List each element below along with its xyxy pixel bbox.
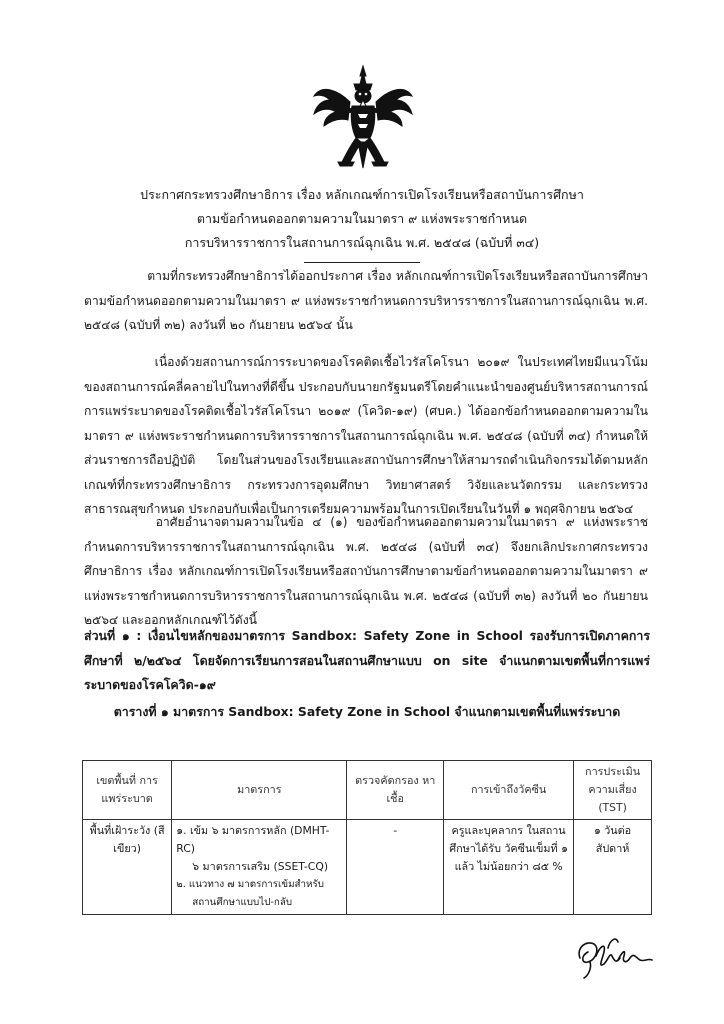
paragraph-3: อาศัยอำนาจตามความในข้อ ๔ (๑) ของข้อกำหนดออกตามความในมาตรา ๙ แห่งพระราชกำหนดการบริหารราชการในสถานการณ์ฉุกเฉิน พ.ศ. ๒๕๔๘ (ฉบับที่ ๓๔) จึงยกเลิกประกาศกระทรวงศึกษาธิการ เรื่อง หลักเกณฑ์การเปิดโรงเรียนหรือสถาบันการศึกษาตามข้อกำหนดออกตามความในมาตรา ๙ แห่งพระราชกำหนดการบริหารราชการในสถานการณ์ฉุกเฉิน พ.ศ. ๒๕๔๘ (ฉบับที่ ๓๒) ลงวันที่ ๒๐ กันยายน ๒๕๖๔ และออกหลักเกณฑ์ไว้ดังนี้	[84, 515, 652, 627]
document-title-line-1: ประกาศกระทรวงศึกษาธิการ เรื่อง หลักเกณฑ์การเปิดโรงเรียนหรือสถาบันการศึกษา	[140, 187, 584, 202]
measure-line-1: ๑. เข้ม ๖ มาตรการหลัก (DMHT-RC)	[176, 824, 330, 855]
section-heading: ส่วนที่ ๑ : เงื่อนไขหลักของมาตรการ Sandbox: Safety Zone in School รองรับการเปิดภาคการศึกษาที่ ๒/๒๕๖๔ โดยจัดการเรียนการสอนในสถานศึกษาแบบ on site จำแนกตามเขตพื้นที่การแพร่ระบาดของโรคโควิด-๑๙	[84, 628, 650, 692]
measure-line-3: ๒. แนวทาง ๗ มาตรการเข้มสำหรับ	[176, 879, 324, 890]
table-row	[83, 820, 652, 915]
document-title-line-2: ตามข้อกำหนดออกตามความในมาตรา ๙ แห่งพระราชกำหนด	[196, 211, 528, 226]
header-screening: ตรวจคัดกรอง หาเชื้อ	[347, 761, 444, 820]
measure-line-2: ๖ มาตรการเสริม (SSET-CQ)	[192, 860, 329, 873]
measures-table	[82, 760, 652, 915]
header-vaccine: การเข้าถึงวัคซีน	[444, 761, 574, 820]
measure-line-4: สถานศึกษาแบบไป-กลับ	[192, 897, 293, 908]
cell-risk: ๑ วันต่อ สัปดาห์	[574, 820, 652, 915]
table-caption: ตารางที่ ๑ มาตรการ Sandbox: Safety Zone in School จำแนกตามเขตพื้นที่แพร่ระบาด	[113, 704, 621, 719]
handwritten-signature-icon	[574, 930, 658, 982]
header-zone: เขตพื้นที่ การแพร่ระบาด	[83, 761, 172, 820]
cell-vaccine: ครูและบุคลากร ในสถานศึกษาได้รับ วัคซีนเข็มที่ ๑ แล้ว ไม่น้อยกว่า ๘๕ %	[444, 820, 574, 915]
cell-measures	[172, 820, 347, 915]
paragraph-2: เนื่องด้วยสถานการณ์การระบาดของโรคติดเชื้อไวรัสโคโรนา ๒๐๑๙ ในประเทศไทยมีแนวโน้มของสถานการณ์คลี่คลายไปในทางที่ดีขึ้น ประกอบกับนายกรัฐมนตรีโดยคำแนะนำของศูนย์บริหารสถานการณ์การแพร่ระบาดของโรคติดเชื้อไวรัสโคโรนา ๒๐๑๙ (โควิด-๑๙) (ศบค.) ได้ออกข้อกำหนดออกตามความในมาตรา ๙ แห่งพระราชกำหนดการบริหารราชการในสถานการณ์ฉุกเฉิน พ.ศ. ๒๕๔๘ (ฉบับที่ ๓๔) กำหนดให้ส่วนราชการถือปฏิบัติ โดยในส่วนของโรงเรียนและสถาบันการศึกษาให้สามารถดำเนินกิจกรรมได้ตามหลักเกณฑ์ที่กระทรวงศึกษาธิการ กระทรวงการอุดมศึกษา วิทยาศาสตร์ วิจัยและนวัตกรรม และกระทรวงสาธารณสุขกำหนด ประกอบกับเพื่อเป็นการเตรียมความพร้อมในการเปิดเรียนในวันที่ ๑ พฤศจิกายน ๒๕๖๔	[84, 355, 648, 516]
table-header-row	[83, 761, 652, 820]
cell-screening: -	[347, 820, 444, 915]
cell-zone: พื้นที่เฝ้าระวัง (สีเขียว)	[83, 820, 172, 915]
document-title-line-3: การบริหารราชการในสถานการณ์ฉุกเฉิน พ.ศ. ๒๕๔๘ (ฉบับที่ ๓๔)	[184, 235, 540, 250]
paragraph-1: ตามที่กระทรวงศึกษาธิการได้ออกประกาศ เรื่อง หลักเกณฑ์การเปิดโรงเรียนหรือสถาบันการศึกษาตามข้อกำหนดออกตามความในมาตรา ๙ แห่งพระราชกำหนดการบริหารราชการในสถานการณ์ฉุกเฉิน พ.ศ. ๒๕๔๘ (ฉบับที่ ๓๒) ลงวันที่ ๒๐ กันยายน ๒๕๖๔ นั้น	[84, 269, 652, 332]
title-divider	[304, 262, 420, 263]
garuda-emblem-icon	[308, 62, 418, 172]
header-measures: มาตรการ	[172, 761, 347, 820]
header-risk: การประเมิน ความเสี่ยง (TST)	[574, 761, 652, 820]
